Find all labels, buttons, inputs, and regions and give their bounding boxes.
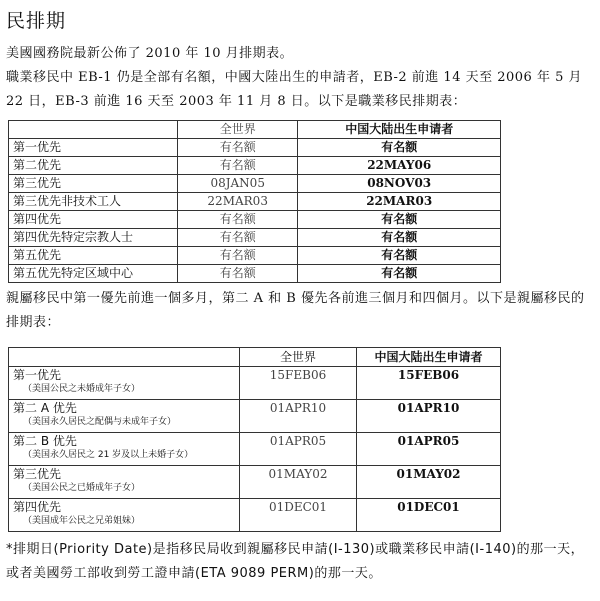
category-cell: [9, 367, 240, 400]
category-cell: [9, 499, 240, 532]
table-row: [9, 157, 501, 175]
category-cell: 第四优先特定宗教人士: [9, 229, 178, 247]
category-label: 第三优先: [13, 467, 62, 481]
china-cell: 有名额: [298, 211, 501, 229]
table-row: [9, 175, 501, 193]
table-row: [9, 247, 501, 265]
china-cell: 22MAR03: [298, 193, 501, 211]
china-cell: 08NOV03: [298, 175, 501, 193]
worldwide-cell: 有名额: [178, 265, 298, 283]
worldwide-cell: 有名额: [178, 229, 298, 247]
table-header-worldwide: 全世界: [240, 348, 357, 367]
table-row: [9, 211, 501, 229]
table-row: [9, 466, 501, 499]
table-header-row: [9, 121, 501, 139]
category-description: （美国公民之已婚成年子女）: [23, 483, 141, 493]
worldwide-cell: 有名额: [178, 247, 298, 265]
category-cell: [9, 466, 240, 499]
table-row: [9, 139, 501, 157]
category-cell: [9, 433, 240, 466]
table-header-worldwide: 全世界: [178, 121, 298, 139]
table-row: [9, 400, 501, 433]
table-header-china: 中国大陆出生申请者: [357, 348, 501, 367]
category-cell: 第五优先特定区域中心: [9, 265, 178, 283]
category-description: （美国成年公民之兄弟姐妹）: [23, 516, 141, 526]
china-cell: 01DEC01: [357, 499, 501, 532]
china-cell: 22MAY06: [298, 157, 501, 175]
table-row: [9, 367, 501, 400]
worldwide-cell: 01DEC01: [240, 499, 357, 532]
category-cell: 第二优先: [9, 157, 178, 175]
category-cell: [9, 400, 240, 433]
footnote: *排期日(Priority Date)是指移民局收到親屬移民申請(I-130)或職業移民申請(I-140)的那一天，或者美國勞工部收到勞工證申請(ETA 9089 PERM)的那一天。: [6, 542, 585, 581]
category-cell: 第一优先: [9, 139, 178, 157]
worldwide-cell: 01APR10: [240, 400, 357, 433]
category-label: 第二 A 优先: [13, 401, 77, 415]
worldwide-cell: 08JAN05: [178, 175, 298, 193]
china-cell: 有名额: [298, 265, 501, 283]
category-label: 第四优先: [13, 500, 62, 514]
category-cell: 第三优先非技术工人: [9, 193, 178, 211]
employment-table: [8, 120, 501, 283]
category-label: 第二 B 优先: [13, 434, 77, 448]
worldwide-cell: 15FEB06: [240, 367, 357, 400]
table-row: [9, 229, 501, 247]
worldwide-cell: 01MAY02: [240, 466, 357, 499]
category-label: 第一优先: [13, 368, 62, 382]
category-description: （美国永久居民之 21 岁及以上未婚子女）: [23, 450, 194, 460]
intro-paragraph: 美國國務院最新公佈了 2010 年 10 月排期表。: [6, 46, 294, 61]
worldwide-cell: 有名额: [178, 157, 298, 175]
worldwide-cell: 有名额: [178, 139, 298, 157]
china-cell: 01APR10: [357, 400, 501, 433]
table-header-cell: [9, 121, 178, 139]
table-header-china: 中国大陆出生申请者: [298, 121, 501, 139]
category-cell: 第三优先: [9, 175, 178, 193]
table-row: [9, 433, 501, 466]
china-cell: 有名额: [298, 229, 501, 247]
worldwide-cell: 01APR05: [240, 433, 357, 466]
table-row: [9, 499, 501, 532]
table-row: [9, 265, 501, 283]
table-header-cell: [9, 348, 240, 367]
worldwide-cell: 有名额: [178, 211, 298, 229]
china-cell: 有名额: [298, 139, 501, 157]
china-cell: 15FEB06: [357, 367, 501, 400]
category-description: （美国公民之未婚成年子女）: [23, 384, 141, 394]
category-description: （美国永久居民之配偶与未成年子女）: [23, 417, 177, 427]
category-cell: 第四优先: [9, 211, 178, 229]
family-intro-paragraph: 親屬移民中第一優先前進一個多月，第二 A 和 B 優先各前進三個月和四個月。以下是親屬移民的排期表：: [6, 291, 585, 330]
employment-intro-paragraph: 職業移民中 EB-1 仍是全部有名額，中國大陸出生的申請者，EB-2 前進 14 天至 2006 年 5 月 22 日，EB-3 前進 16 天至 2003 年 11 月 8 日。以下是職業移民排期表：: [6, 70, 582, 109]
table-header-row: [9, 348, 501, 367]
china-cell: 有名额: [298, 247, 501, 265]
family-table: [8, 347, 501, 532]
china-cell: 01APR05: [357, 433, 501, 466]
china-cell: 01MAY02: [357, 466, 501, 499]
page-title: 民排期: [6, 10, 67, 32]
table-row: [9, 193, 501, 211]
category-cell: 第五优先: [9, 247, 178, 265]
worldwide-cell: 22MAR03: [178, 193, 298, 211]
